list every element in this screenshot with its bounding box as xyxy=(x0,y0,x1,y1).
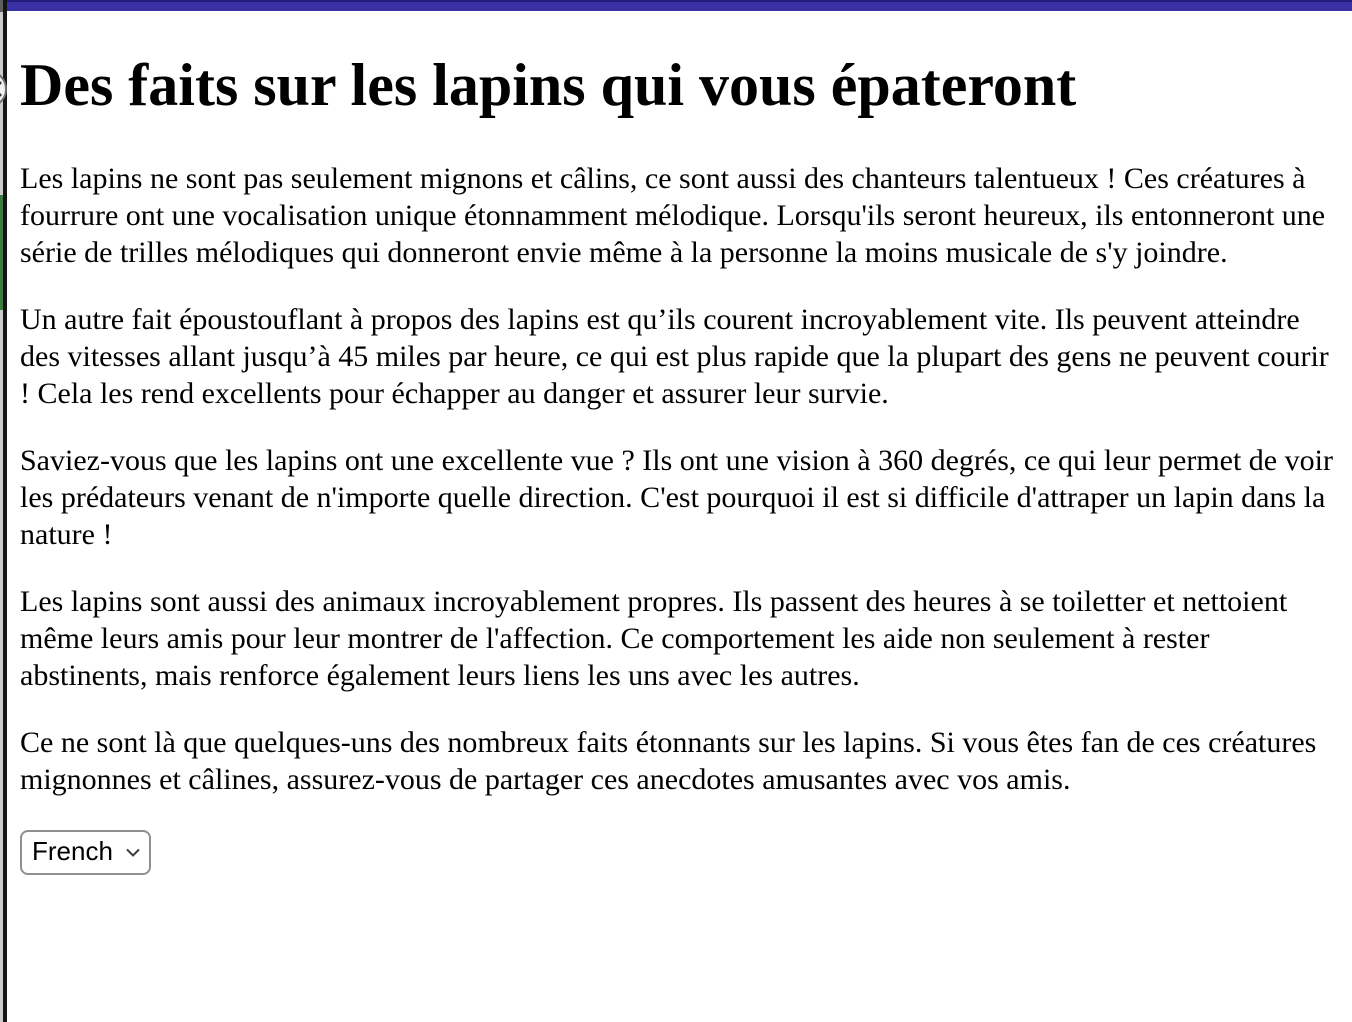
page-content xyxy=(7,11,1352,1022)
top-accent-bar xyxy=(7,0,1352,11)
page-title: Des faits sur les lapins qui vous épateront xyxy=(20,52,1077,118)
language-select[interactable] xyxy=(20,830,151,875)
paragraph-singing: Les lapins ne sont pas seulement mignons et câlins, ce sont aussi des chanteurs talentueux ! Ces créatures à fourrure ont une vocalisation unique étonnamment mélodique. Lorsqu'ils seront heureux, ils entonneront une série de trilles mélodiques qui donneront envie même à la personne la moins musicale de s'y joindre. xyxy=(20,162,1326,269)
paragraph-grooming: Les lapins sont aussi des animaux incroyablement propres. Ils passent des heures à se toiletter et nettoient même leurs amis pour leur montrer de l'affection. Ce comportement les aide non seulement à rester abstinents, mais renforce également leurs liens les uns avec les autres. xyxy=(20,585,1288,692)
paragraph-closing: Ce ne sont là que quelques-uns des nombreux faits étonnants sur les lapins. Si vous êtes fan de ces créatures mignonnes et câlines, assurez-vous de partager ces anecdotes amusantes avec vos amis. xyxy=(20,726,1317,796)
paragraph-vision: Saviez-vous que les lapins ont une excellente vue ? Ils ont une vision à 360 degrés, ce qui leur permet de voir les prédateurs venant de n'importe quelle direction. C'est pourquoi il est si difficile d'attraper un lapin dans la nature ! xyxy=(20,444,1333,551)
language-select-wrapper xyxy=(20,830,151,875)
paragraph-speed: Un autre fait époustouflant à propos des lapins est qu’ils courent incroyablement vite. Ils peuvent atteindre des vitesses allant jusqu’à 45 miles par heure, ce qui est plus rapide que la plupart des gens ne peuvent courir ! Cela les rend excellents pour échapper au danger et assurer leur survie. xyxy=(20,303,1329,410)
window-left-border xyxy=(3,0,7,1022)
chevron-left-icon xyxy=(0,80,3,98)
